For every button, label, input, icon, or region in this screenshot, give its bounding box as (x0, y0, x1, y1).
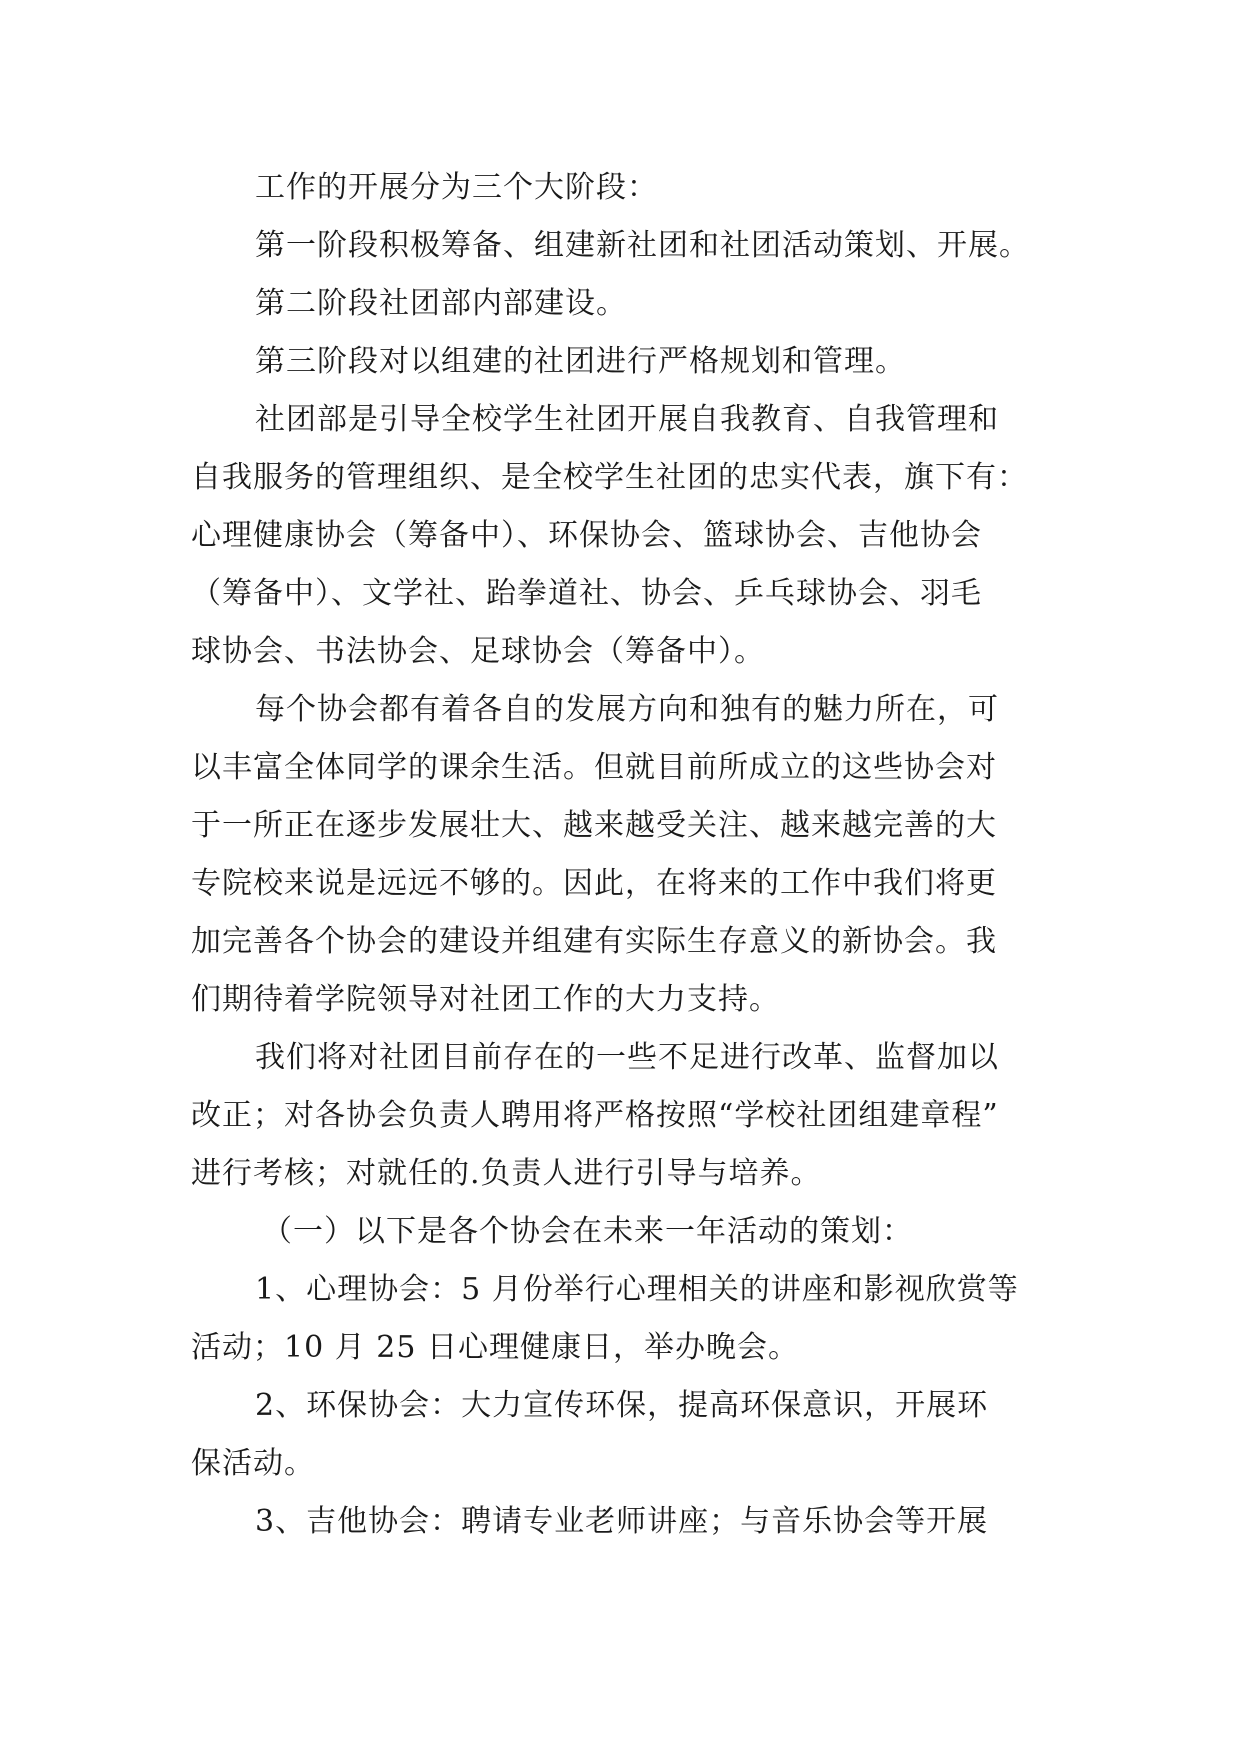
text-line: 我们将对社团目前存在的一些不足进行改革、监督加以 (255, 1040, 999, 1075)
text-line: （筹备中）、文学社、跆拳道社、协会、乒乓球协会、羽毛 (191, 576, 982, 611)
text-line: 3、吉他协会：聘请专业老师讲座；与音乐协会等开展 (255, 1504, 989, 1539)
section-heading: （一）以下是各个协会在未来一年活动的策划： (262, 1214, 913, 1249)
text-line: 加完善各个协会的建设并组建有实际生存意义的新协会。我 (191, 924, 997, 959)
text-line: 于一所正在逐步发展壮大、越来越受关注、越来越完善的大 (191, 808, 997, 843)
text-line: 球协会、书法协会、足球协会（筹备中）。 (191, 634, 765, 669)
text-line: 自我服务的管理组织、是全校学生社团的忠实代表，旗下有： (191, 460, 1028, 495)
text-line: 以丰富全体同学的课余生活。但就目前所成立的这些协会对 (191, 750, 997, 785)
text-line: 第二阶段社团部内部建设。 (255, 286, 627, 321)
text-line: 专院校来说是远远不够的。因此，在将来的工作中我们将更 (191, 866, 997, 901)
text-line: 工作的开展分为三个大阶段： (255, 170, 658, 205)
text-line: 改正；对各协会负责人聘用将严格按照“学校社团组建章程” (191, 1098, 999, 1133)
text-line: 每个协会都有着各自的发展方向和独有的魅力所在，可 (255, 692, 999, 727)
text-line: 活动；10 月 25 日心理健康日，举办晚会。 (191, 1330, 799, 1365)
text-line: 2、环保协会：大力宣传环保，提高环保意识，开展环 (255, 1388, 989, 1423)
text-line: 心理健康协会（筹备中）、环保协会、篮球协会、吉他协会 (191, 518, 982, 553)
text-line: 社团部是引导全校学生社团开展自我教育、自我管理和 (255, 402, 999, 437)
text-line: 第三阶段对以组建的社团进行严格规划和管理。 (255, 344, 906, 379)
text-line: 1、心理协会：5 月份举行心理相关的讲座和影视欣赏等 (255, 1272, 1019, 1307)
text-line: 保活动。 (191, 1446, 315, 1481)
text-line: 第一阶段积极筹备、组建新社团和社团活动策划、开展。 (255, 228, 1030, 263)
text-line: 进行考核；对就任的.负责人进行引导与培养。 (191, 1156, 822, 1191)
text-line: 们期待着学院领导对社团工作的大力支持。 (191, 982, 780, 1017)
